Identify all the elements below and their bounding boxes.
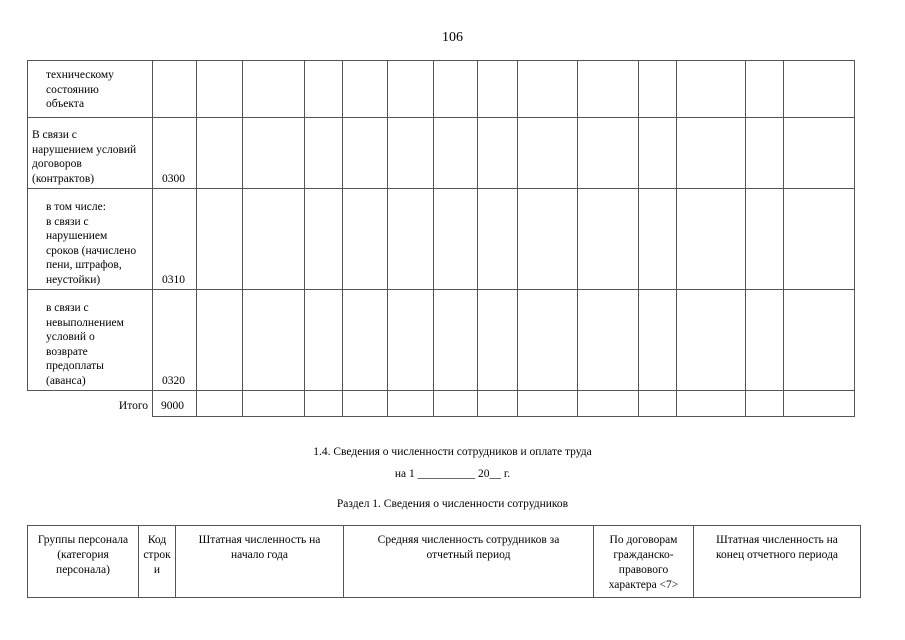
header-row (28, 526, 861, 598)
header-civil-contracts: По договорам гражданско- правового характера <7> (594, 526, 694, 598)
section-date: на 1 __________ 20__ г. (394, 468, 511, 480)
row-code (153, 61, 197, 118)
table-row (28, 61, 855, 118)
header-average-count: Средняя численность сотрудников за отчетный период (344, 526, 594, 598)
row-label: техническому состоянию объекта (28, 61, 153, 118)
total-row (28, 391, 855, 417)
row-label: В связи с нарушением условий договоров (контрактов) (28, 118, 153, 189)
subsection-title: Раздел 1. Сведения о численности сотрудников (336, 498, 569, 510)
header-line-code: Код строк и (139, 526, 176, 598)
section-title: 1.4. Сведения о численности сотрудников и оплате труда (313, 446, 592, 458)
table-row (28, 189, 855, 290)
header-staff-end: Штатная численность на конец отчетного периода (694, 526, 861, 598)
row-code: 0300 (153, 118, 197, 189)
total-label: Итого (28, 391, 153, 417)
row-label: в том числе: в связи с нарушением сроков (начислено пени, штрафов, неустойки) (28, 189, 153, 290)
table-row (28, 118, 855, 189)
header-personnel-groups: Группы персонала (категория персонала) (28, 526, 139, 598)
header-staff-start: Штатная численность на начало года (176, 526, 344, 598)
table-row (28, 290, 855, 391)
expenses-table (27, 60, 855, 417)
row-label: в связи с невыполнением условий о возврате предоплаты (аванса) (28, 290, 153, 391)
row-code: 0320 (153, 290, 197, 391)
staff-count-table (27, 525, 861, 598)
page-number: 106 (442, 30, 463, 45)
row-code: 0310 (153, 189, 197, 290)
total-code: 9000 (153, 391, 197, 417)
